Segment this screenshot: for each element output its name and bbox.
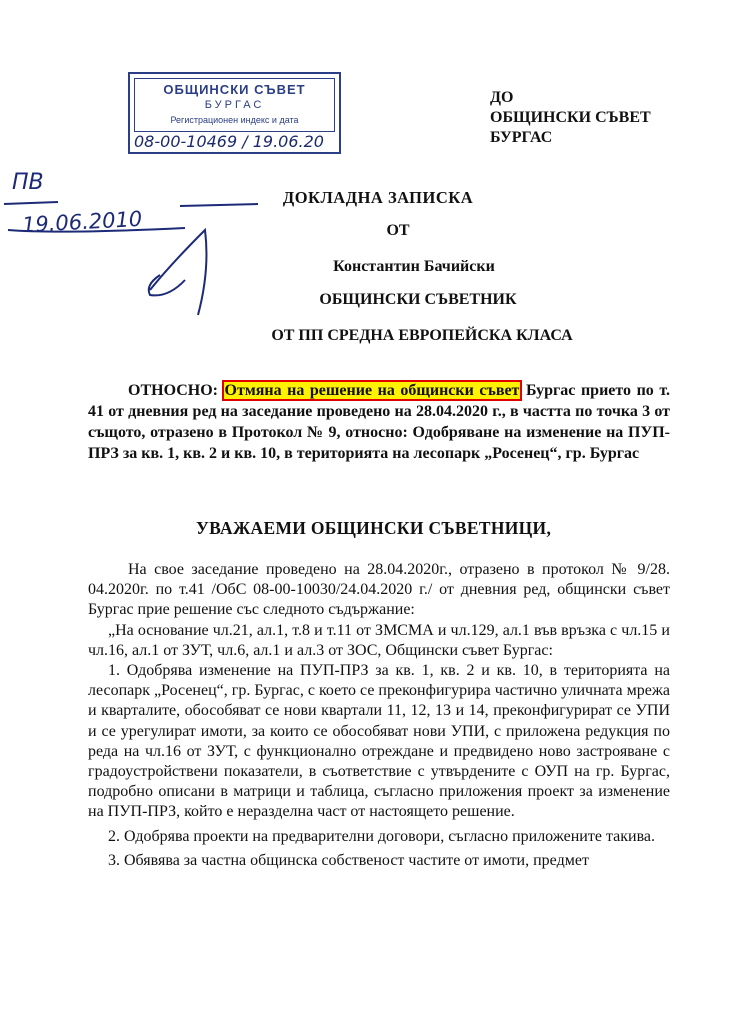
stamp-registration-label: Регистрационен индекс и дата [170, 115, 299, 125]
document-body [88, 560, 670, 871]
from-label: ОТ [386, 222, 410, 239]
addressee-to: ДО [490, 89, 514, 106]
handwritten-initials: ПВ [12, 170, 44, 195]
subject-highlight: Отмяна на решение на общински съвет [224, 382, 520, 399]
handwritten-date: 19.06.2010 [21, 206, 143, 238]
author-party: ОТ ПП СРЕДНА ЕВРОПЕЙСКА КЛАСА [271, 327, 573, 344]
body-paragraph-2: „На основание чл.21, ал.1, т.8 и т.11 от ЗМСМА и чл.129, ал.1 във връзка с чл.15 и чл.16, ал.1 от ЗУТ, чл.6, ал.1 и ал.3 от ЗОС, Общински съвет Бургас: [88, 621, 670, 659]
stamp-inner-box [134, 78, 335, 132]
stamp-city: БУРГАС [204, 99, 265, 111]
subject-paragraph [88, 380, 670, 464]
stamp-council-name: ОБЩИНСКИ СЪВЕТ [163, 82, 306, 97]
document-type: ДОКЛАДНА ЗАПИСКА [282, 188, 474, 207]
body-paragraph-5: 3. Обявява за частна общинска собственост частите от имоти, предмет [108, 851, 589, 869]
addressee-council: ОБЩИНСКИ СЪВЕТ [490, 109, 651, 126]
stamp-handwritten-number: 08-00-10469 / 19.06.20 [134, 132, 324, 151]
addressee-block [490, 88, 651, 148]
subject-label: ОТНОСНО: [128, 382, 218, 399]
salutation: УВАЖАЕМИ ОБЩИНСКИ СЪВЕТНИЦИ, [196, 518, 552, 538]
body-paragraph-4: 2. Одобрява проекти на предварителни договори, съгласно приложените такива. [108, 827, 656, 845]
author-position: ОБЩИНСКИ СЪВЕТНИК [319, 291, 517, 308]
addressee-city: БУРГАС [490, 129, 553, 146]
registration-stamp [128, 72, 341, 154]
body-paragraph-1: На свое заседание проведено на 28.04.2020г., отразено в протокол № 9/28. 04.2020г. по т.41 /ОбС 08-00-10030/24.04.2020 г./ от дневния ред, общински съвет Бургас прие решение със следното съдържание: [88, 561, 670, 619]
author-name: Константин Бачийски [333, 258, 495, 275]
body-paragraph-3: 1. Одобрява изменение на ПУП-ПРЗ за кв. 1, кв. 2 и кв. 10, в територията на лесопарк „Росенец“, гр. Бургас, с което се преконфигурира частично уличната мрежа и кварталите, обособяват се нови квартали 11, 12, 13 и 14, преконфигурират се УПИ и се урегулират имоти, за които се обособяват нови УПИ, с приложена редукция по реда на чл.16 от ЗУТ, с функционално отреждане и предвидено ново застрояване с градоустройствени показатели, в съответствие с утвърдените с ОУП на гр. Бургас, подробно описани в матрици и таблица, съгласно приложения проект за изменение на ПУП-ПРЗ, който е неразделна част от настоящето решение. [88, 662, 670, 821]
subject-rest: Бургас прието по т. 41 от дневния ред на заседание проведено на 28.04.2020 г., в частта по точка 3 от същото, отразено в Протокол № 9, относно: Одобряване на изменение на ПУП-ПРЗ за кв. 1, кв. 2 и кв. 10, в територията на лесопарк „Росенец“, гр. Бургас [88, 382, 670, 462]
